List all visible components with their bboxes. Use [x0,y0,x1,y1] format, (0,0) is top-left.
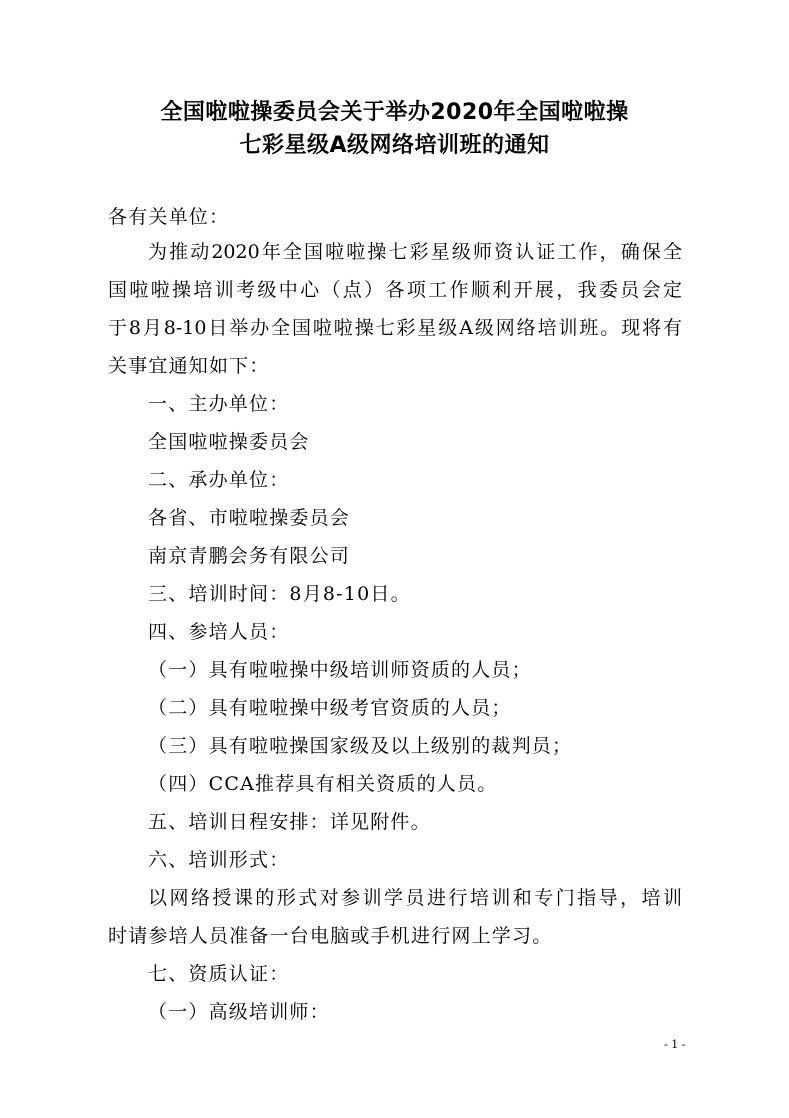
section-4-heading: 四、参培人员： [148,621,290,643]
intro-paragraph-line-1: 为推动2020年全国啦啦操七彩星级师资认证工作，确保全 [148,241,682,263]
section-5: 五、培训日程安排：详见附件。 [148,811,431,833]
section-4-item-4: （四）CCA推荐具有相关资质的人员。 [148,773,498,795]
section-6-heading: 六、培训形式： [148,849,290,871]
salutation: 各有关单位： [108,206,230,228]
page-number: - 1 - [664,1038,686,1051]
section-1-content: 全国啦啦操委员会 [148,431,310,453]
section-7-item-1: （一）高级培训师： [148,1001,330,1023]
intro-paragraph-line-3: 于8月8-10日举办全国啦啦操七彩星级A级网络培训班。现将有 [108,317,682,339]
section-6-content-line-2: 时请参培人员准备一台电脑或手机进行网上学习。 [108,925,553,947]
section-7-heading: 七、资质认证： [148,963,290,985]
document-title-line-2: 七彩星级A级网络培训班的通知 [239,133,550,158]
section-2-heading: 二、承办单位： [148,469,290,491]
intro-paragraph-line-4: 关事宜通知如下： [108,355,270,377]
section-3: 三、培训时间：8月8-10日。 [148,583,411,605]
section-2-content-2: 南京青鹏会务有限公司 [148,545,351,567]
section-4-item-1: （一）具有啦啦操中级培训师资质的人员； [148,659,532,681]
section-4-item-3: （三）具有啦啦操国家级及以上级别的裁判员； [148,735,573,757]
intro-paragraph-line-2: 国啦啦操培训考级中心（点）各项工作顺利开展，我委员会定 [108,279,682,301]
section-4-item-2: （二）具有啦啦操中级考官资质的人员； [148,697,512,719]
section-1-heading: 一、主办单位： [148,393,290,415]
document-title-line-1: 全国啦啦操委员会关于举办2020年全国啦啦操 [160,100,629,125]
section-6-content-line-1: 以网络授课的形式对参训学员进行培训和专门指导，培训 [148,887,682,909]
section-2-content-1: 各省、市啦啦操委员会 [148,507,351,529]
